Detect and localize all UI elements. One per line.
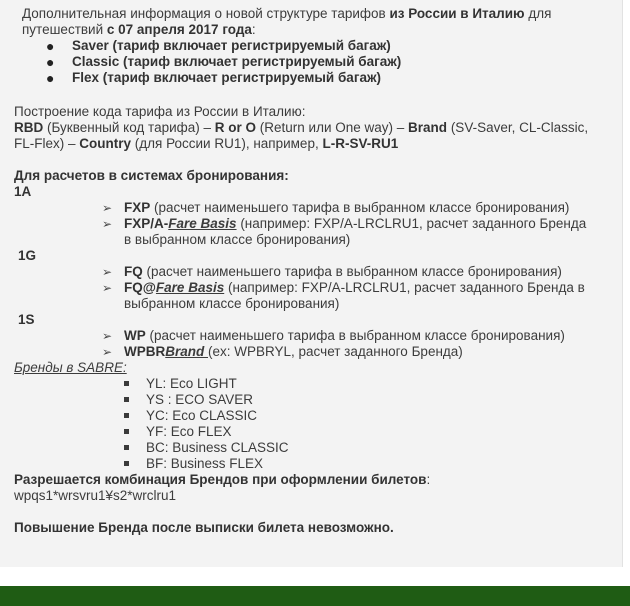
intro-text: путешествий (22, 22, 107, 37)
gds-name: 1G (18, 248, 37, 263)
intro-line-2 (22, 22, 256, 38)
command-desc: (расчет наименьшего тарифа в выбранном классе бронирования) (145, 328, 565, 343)
brand-item: BF: Business FLEX (146, 456, 264, 471)
brand-item: YF: Eco FLEX (146, 424, 232, 439)
command-param: Brand (165, 344, 209, 359)
gds-name: 1A (14, 184, 32, 199)
code-text: (Return или One way) – (256, 120, 409, 135)
arrow-bullet-icon: ➢ (102, 345, 113, 359)
command-desc-cont: в выбранном классе бронирования) (124, 232, 351, 247)
square-bullet-icon (124, 461, 129, 466)
command-code: FXP (124, 200, 151, 215)
combo-example: wpqs1*wrsvru1¥s2*wrclru1 (14, 488, 177, 503)
code-text: (SV-Saver, CL-Classic, (447, 120, 589, 135)
sabre-heading: Бренды в SABRE: (14, 360, 127, 375)
code-heading: Построение кода тарифа из России в Италию: (14, 104, 306, 119)
upgrade-note: Повышение Бренда после выписки билета невозможно. (14, 520, 394, 535)
command-code: FQ (124, 264, 143, 279)
booking-heading: Для расчетов в системах бронирования: (14, 168, 289, 183)
bullet-icon: ● (46, 70, 55, 86)
brand-item: YL: Eco LIGHT (146, 376, 237, 391)
intro-text: для (524, 6, 552, 21)
square-bullet-icon (124, 397, 129, 402)
intro-route: из России в Италию (389, 6, 525, 21)
brand-item: YC: Eco CLASSIC (146, 408, 258, 423)
gds-command-item (124, 344, 463, 360)
command-code: WPBR (124, 344, 166, 359)
combo-colon: : (426, 472, 431, 487)
code-example: L-R-SV-RU1 (322, 136, 399, 151)
code-line-2 (14, 136, 398, 152)
gds-name: 1S (18, 312, 35, 327)
command-desc: (расчет наименьшего тарифа в выбранном классе бронирования) (150, 200, 570, 215)
arrow-bullet-icon: ➢ (102, 281, 113, 295)
command-desc-cont: выбранном классе бронирования) (124, 296, 340, 311)
gds-command-item (124, 216, 586, 232)
bullet-icon: ● (46, 54, 55, 70)
footer-bar (0, 586, 630, 606)
command-desc: (например: FXP/A-LRCLRU1, расчет заданного Бренда (236, 216, 587, 231)
combo-label: Разрешается комбинация Брендов при оформлении билетов (14, 472, 427, 487)
command-code: FXP/A- (124, 216, 169, 231)
intro-text: : (251, 22, 256, 37)
command-desc: (расчет наименьшего тарифа в выбранном классе бронирования) (142, 264, 562, 279)
gds-command-item (124, 264, 562, 280)
intro-date: с 07 апреля 2017 года (106, 22, 252, 37)
tariff-item: Saver (тариф включает регистрируемый багаж) (72, 38, 391, 53)
combo-line (14, 472, 430, 488)
brand-item: BC: Business CLASSIC (146, 440, 289, 455)
tariff-item: Classic (тариф включает регистрируемый багаж) (72, 54, 402, 69)
arrow-bullet-icon: ➢ (102, 201, 113, 215)
code-text: FL-Flex) – (14, 136, 80, 151)
gds-command-item (124, 328, 565, 344)
command-desc: (ex: WPBRYL, расчет заданного Бренда) (208, 344, 463, 359)
intro-line-1 (22, 6, 551, 22)
brand-item: YS : ECO SAVER (146, 392, 254, 407)
code-brand: Brand (408, 120, 448, 135)
code-text: (для России RU1), например, (131, 136, 323, 151)
square-bullet-icon (124, 445, 129, 450)
arrow-bullet-icon: ➢ (102, 329, 113, 343)
square-bullet-icon (124, 429, 129, 434)
code-text: (Буквенный код тарифа) – (43, 120, 215, 135)
square-bullet-icon (124, 413, 129, 418)
command-code: FQ@ (124, 280, 156, 295)
command-desc: (например: FXP/A-LRCLRU1, расчет заданного Бренда в (224, 280, 585, 295)
gds-command-item (124, 280, 585, 296)
code-country: Country (79, 136, 132, 151)
bullet-icon: ● (46, 38, 55, 54)
arrow-bullet-icon: ➢ (102, 265, 113, 279)
square-bullet-icon (124, 381, 129, 386)
intro-text: Дополнительная информация о новой структуре тарифов (22, 6, 390, 21)
gds-command-item (124, 200, 569, 216)
command-param: Fare Basis (168, 216, 237, 231)
tariff-item: Flex (тариф включает регистрируемый багаж) (72, 70, 382, 85)
code-rbd: RBD (14, 120, 44, 135)
arrow-bullet-icon: ➢ (102, 217, 113, 231)
code-line-1 (14, 120, 588, 136)
code-return: R or O (214, 120, 257, 135)
command-code: WP (124, 328, 146, 343)
command-param: Fare Basis (155, 280, 225, 295)
